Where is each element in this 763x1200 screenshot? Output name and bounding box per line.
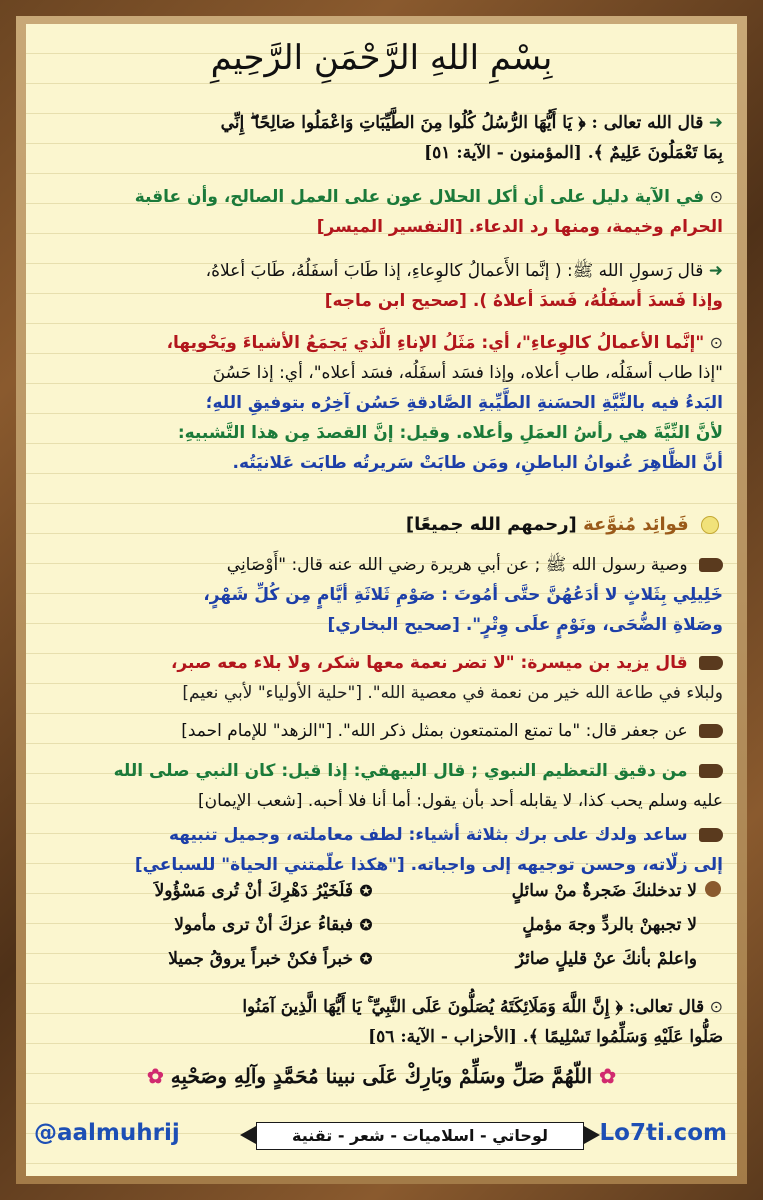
verse-text: صَلُّوا عَلَيْهِ وَسَلِّمُوا تَسْلِيمًا ﴾. [الأحزاب - الآية: ٥٦] <box>368 1027 723 1047</box>
poem-hemistich: لا تدخلنكَ ضَجرةٌ منْ سائلٍ <box>511 881 697 901</box>
poem-hemistich: فَلَخَيْرُ دَهْرِكَ أنْ تُرى مَسْؤُولاَ <box>154 881 353 901</box>
website-link[interactable]: Lo7ti.com <box>599 1120 727 1146</box>
green-arrow-icon: ➜ <box>708 113 723 133</box>
benefit-text: وصية رسول الله ﷺ ; عن أبي هريرة رضي الله عنه قال: "أَوْصَانِي <box>226 555 688 575</box>
explanation-text: البَدءُ فيه بالنِّيَّةِ الحسَنةِ الطَّيِّبةِ الصَّادقةِ حَسُن آخِرُه بتوفيقِ اللهِ؛ <box>205 393 723 413</box>
lined-paper <box>26 24 737 1176</box>
salawat-verse-section <box>40 992 723 1052</box>
explanation-text: "إنَّما الأعمالُ كالوِعاءِ"، أي: مَثَلُ الإناءِ الَّذي يَجمَعُ الأشياءَ ويَحْويها، <box>166 333 705 353</box>
benefit-item <box>40 820 723 880</box>
closing-prayer <box>26 1064 737 1088</box>
circle-bullet-icon <box>705 881 721 897</box>
tafsir-line <box>40 182 723 212</box>
closing-text: اللّهُمَّ صَلِّ وسَلِّمْ وبَارِكْ عَلَى نبينا مُحَمَّدٍ وآلِهِ وصَحْبِهِ <box>170 1064 593 1088</box>
social-handle[interactable]: @aalmuhrij <box>34 1120 180 1146</box>
benefit-line <box>40 820 723 850</box>
explanation-line <box>40 358 723 388</box>
benefit-text: قال يزيد بن ميسرة: "لا تضر نعمة معها شكر، ولا بلاء معه صبر، <box>170 653 688 673</box>
benefits-title: فَوائِد مُنوَّعة <box>583 514 689 535</box>
right-arrow-icon <box>584 1126 600 1144</box>
explanation-line <box>40 328 723 358</box>
benefit-line <box>40 756 723 786</box>
benefit-text: وصَلاةِ الضُّحَى، ونَوْمٍ علَى وِتْرٍ". [صحيح البخاري] <box>327 615 723 635</box>
poem-hemistich: واعلمْ بأنكَ عنْ قليلٍ صائرٌ <box>515 949 697 969</box>
benefit-line <box>40 678 723 708</box>
poem-row <box>40 908 723 942</box>
benefit-line <box>40 716 723 746</box>
hadith-text: قال رَسولِ الله ﷺ: ( إنَّما الأَعمالُ كالوِعاءِ، إذا طَابَ أسفَلُهُ، طَابَ أعلاهُ، <box>205 261 704 281</box>
star-icon: ✪ <box>359 916 373 934</box>
tafsir-text: الحرام وخيمة، ومنها رد الدعاء. [التفسير الميسر] <box>316 217 723 237</box>
poem-section <box>40 874 723 976</box>
explanation-line <box>40 448 723 478</box>
quran-verse-section <box>40 108 723 168</box>
circled-dot-icon: ⊙ <box>709 333 723 352</box>
poem-hemistich: لا تجبهنْ بالردِّ وجهَ مؤملٍ <box>522 915 697 935</box>
benefit-line <box>40 580 723 610</box>
poem-bullet <box>703 881 723 902</box>
poem-row <box>40 942 723 976</box>
hadith-explanation-section <box>40 328 723 478</box>
pointing-hand-icon <box>699 764 723 778</box>
hibiscus-icon: ✿ <box>147 1064 164 1088</box>
verse-line <box>40 992 723 1022</box>
hibiscus-icon: ✿ <box>599 1064 616 1088</box>
hadith-line <box>40 286 723 316</box>
benefit-line <box>40 550 723 580</box>
benefit-line <box>40 610 723 640</box>
footer <box>26 1120 737 1154</box>
benefit-item <box>40 756 723 816</box>
tagline-banner <box>240 1118 600 1152</box>
benefit-item <box>40 716 723 746</box>
benefit-item <box>40 550 723 640</box>
verse-line <box>40 1022 723 1052</box>
explanation-text: أنَّ الظَّاهِرَ عُنوانُ الباطنِ، ومَن طابَتْ سَريرتُه طابَت عَلانيَتُه. <box>232 453 723 473</box>
poem-hemistich: خبراً فكنْ خبراً يروقُ جميلا <box>168 949 353 969</box>
hadith-section <box>40 256 723 316</box>
benefit-item <box>40 648 723 708</box>
verse-text: قال الله تعالى : ﴿ يَا أَيُّهَا الرُّسُلُ كُلُوا مِنَ الطَّيِّبَاتِ وَاعْمَلُوا صَالِحًا ۖ إِنِّي <box>220 113 704 133</box>
green-arrow-icon: ➜ <box>708 261 723 281</box>
left-arrow-icon <box>240 1126 256 1144</box>
benefit-text: من دقيق التعظيم النبوي ; قال البيهقي: إذا قيل: كان النبي صلى الله <box>113 761 688 781</box>
verse-line <box>40 108 723 138</box>
benefit-text: ولبلاء في طاعة الله خير من نعمة في معصية الله". ["حلية الأولياء" لأبي نعيم] <box>182 683 723 703</box>
explanation-text: "إذا طاب أسفَلُه، طاب أعلاه، وإذا فسَد أسفَلُه، فسَد أعلاه"، أي: إذا حَسُنَ <box>212 363 723 383</box>
benefit-line <box>40 648 723 678</box>
explanation-text: لأنَّ النِّيَّةَ هي رأسُ العمَلِ وأعلاه. وقيل: إنَّ القصدَ مِن هذا التَّشبيهِ: <box>177 423 723 443</box>
bismillah-heading: بِسْمِ اللهِ الرَّحْمَنِ الرَّحِيمِ <box>210 38 553 78</box>
hadith-line <box>40 256 723 286</box>
star-icon: ✪ <box>359 950 373 968</box>
tafsir-line <box>40 212 723 242</box>
tagline-text: لوحاتي - اسلاميات - شعر - تقنية <box>256 1122 584 1150</box>
pointing-hand-icon <box>699 828 723 842</box>
pointing-hand-icon <box>699 656 723 670</box>
benefit-text: عليه وسلم يحب كذا، لا يقابله أحد بأن يقول: أما أنا فلا أحبه. [شعب الإيمان] <box>198 791 723 811</box>
circled-dot-icon: ⊙ <box>709 997 723 1016</box>
benefit-text: عن جعفر قال: "ما تمتع المتمتعون بمثل ذكر الله". ["الزهد" للإمام احمد] <box>181 721 688 741</box>
benefit-line <box>40 786 723 816</box>
benefit-text: إلى زلّاته، وحسن توجيهه إلى واجباته. ["هكذا علّمتني الحياة" للسباعي] <box>134 855 723 875</box>
explanation-line <box>40 418 723 448</box>
verse-text: بِمَا تَعْمَلُونَ عَلِيمٌ ﴾. [المؤمنون - الآية: ٥١] <box>424 143 723 163</box>
poem-row <box>40 874 723 908</box>
tafsir-text: في الآية دليل على أن أكل الحلال عون على العمل الصالح، وأن عاقبة <box>134 187 705 207</box>
light-bulb-icon <box>701 516 719 534</box>
pointing-hand-icon <box>699 558 723 572</box>
explanation-line <box>40 388 723 418</box>
benefit-text: ساعد ولدك على برك بثلاثة أشياء: لطف معاملته، وجميل تنبيهه <box>168 825 688 845</box>
benefit-text: خَلِيلِي بِثَلاثٍ لا أدَعُهُنَّ حتَّى أمُوتَ : صَوْمِ ثَلاثَةِ أيَّامٍ مِن كُلِّ شَهْرٍ، <box>203 585 723 605</box>
poem-hemistich: فبقاءُ عزكَ أنْ ترى مأمولا <box>174 915 353 935</box>
verse-text: قال تعالى: ﴿ إِنَّ اللَّهَ وَمَلَائِكَتَهُ يُصَلُّونَ عَلَى النَّبِيِّ ۚ يَا أَيُّهَا الَّذِينَ آمَنُوا <box>242 997 705 1017</box>
benefits-subtitle: [رحمهم الله جميعًا] <box>405 514 577 535</box>
star-icon: ✪ <box>359 882 373 900</box>
verse-line <box>40 138 723 168</box>
tafsir-section <box>40 182 723 242</box>
circled-dot-icon: ⊙ <box>709 187 723 206</box>
hadith-text: وإذا فَسدَ أسفَلُهُ، فَسدَ أعلاهُ ). [صحيح ابن ماجه] <box>324 291 723 311</box>
benefits-heading <box>406 514 719 535</box>
pointing-hand-icon <box>699 724 723 738</box>
